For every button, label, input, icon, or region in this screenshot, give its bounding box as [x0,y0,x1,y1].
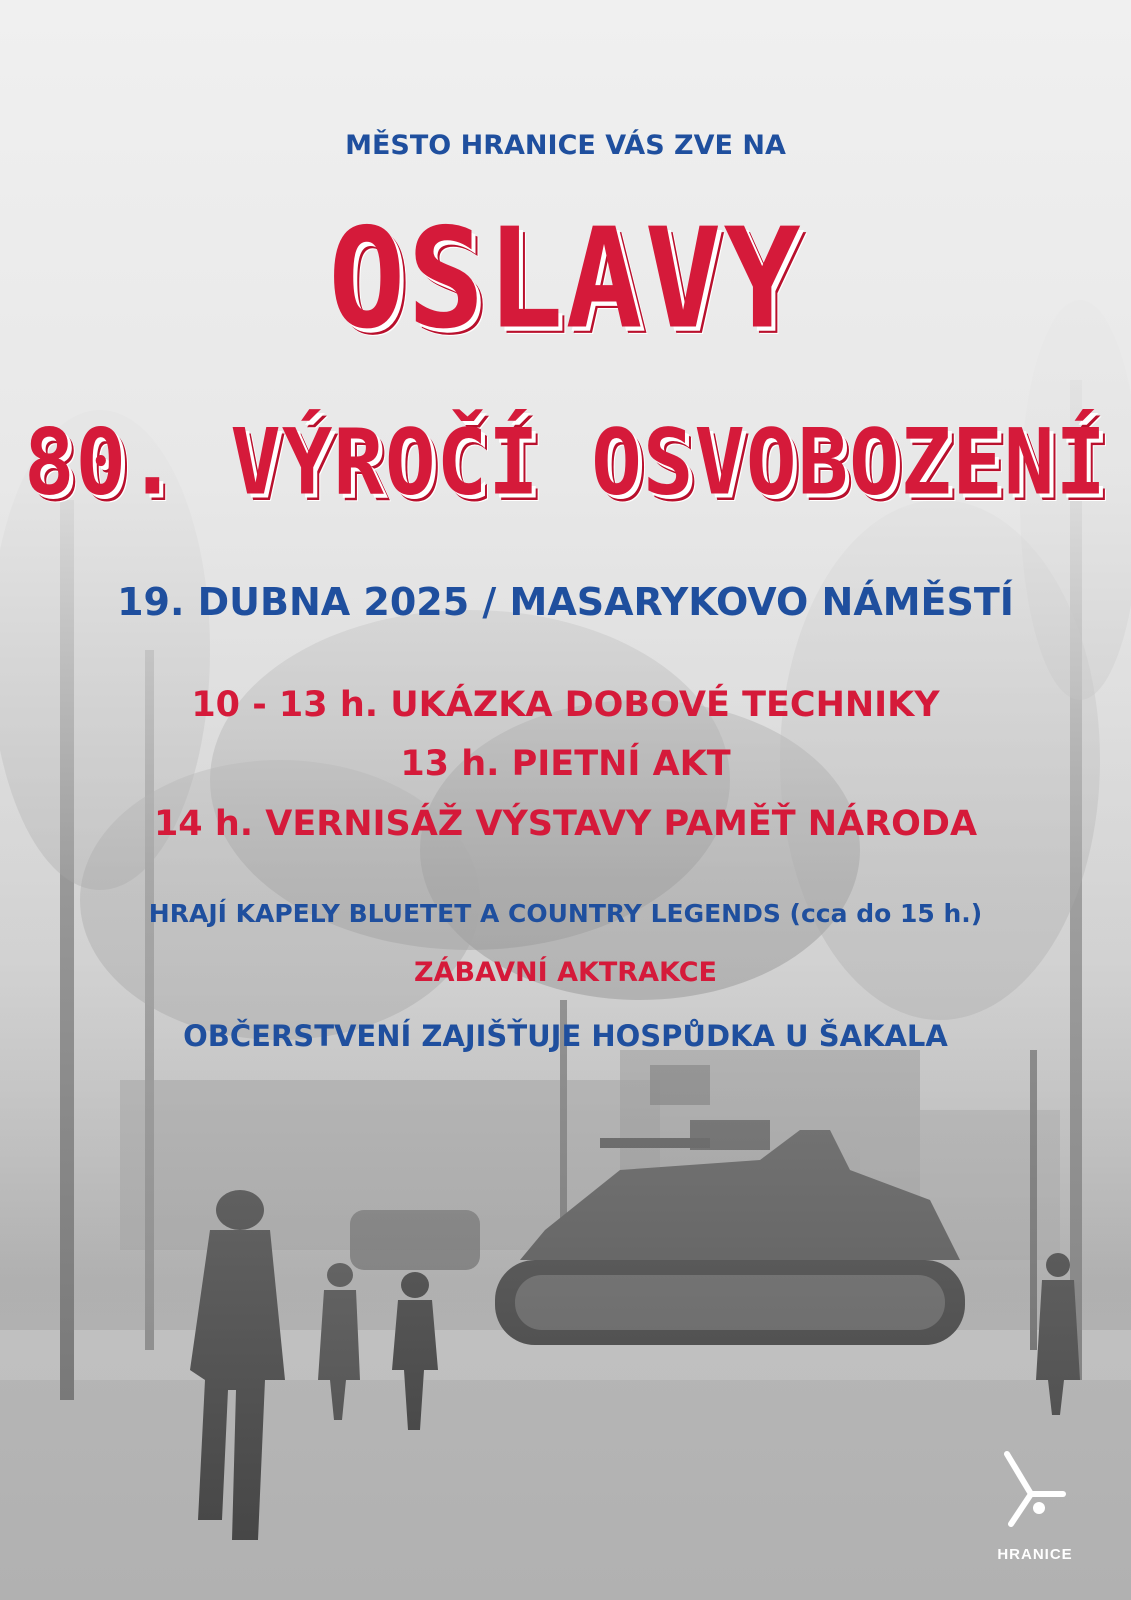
bands-line: HRAJÍ KAPELY BLUETET A COUNTRY LEGENDS (cca do 15 h.) [148,899,983,928]
poster-subtitle: 80. VÝROČÍ OSVOBOZENÍ [23,409,1108,515]
refreshments-line: OBČERSTVENÍ ZAJIŠŤUJE HOSPŮDKA U ŠAKALA [183,1019,948,1053]
date-place-line: 19. DUBNA 2025 / MASARYKOVO NÁMĚSTÍ [117,580,1014,624]
program-item: 13 h. PIETNÍ AKT [400,744,731,784]
invite-line: MĚSTO HRANICE VÁS ZVE NA [345,130,786,161]
poster-title: OSLAVY [328,199,803,360]
hranice-logo-text: HRANICE [997,1546,1073,1563]
program-item: 10 - 13 h. UKÁZKA DOBOVÉ TECHNIKY [191,685,940,725]
hranice-logo-icon [999,1450,1071,1530]
attractions-line: ZÁBAVNÍ AKTRAKCE [414,957,717,988]
program-item: 14 h. VERNISÁŽ VÝSTAVY PAMĚŤ NÁRODA [153,804,978,844]
hranice-logo [985,1450,1095,1580]
